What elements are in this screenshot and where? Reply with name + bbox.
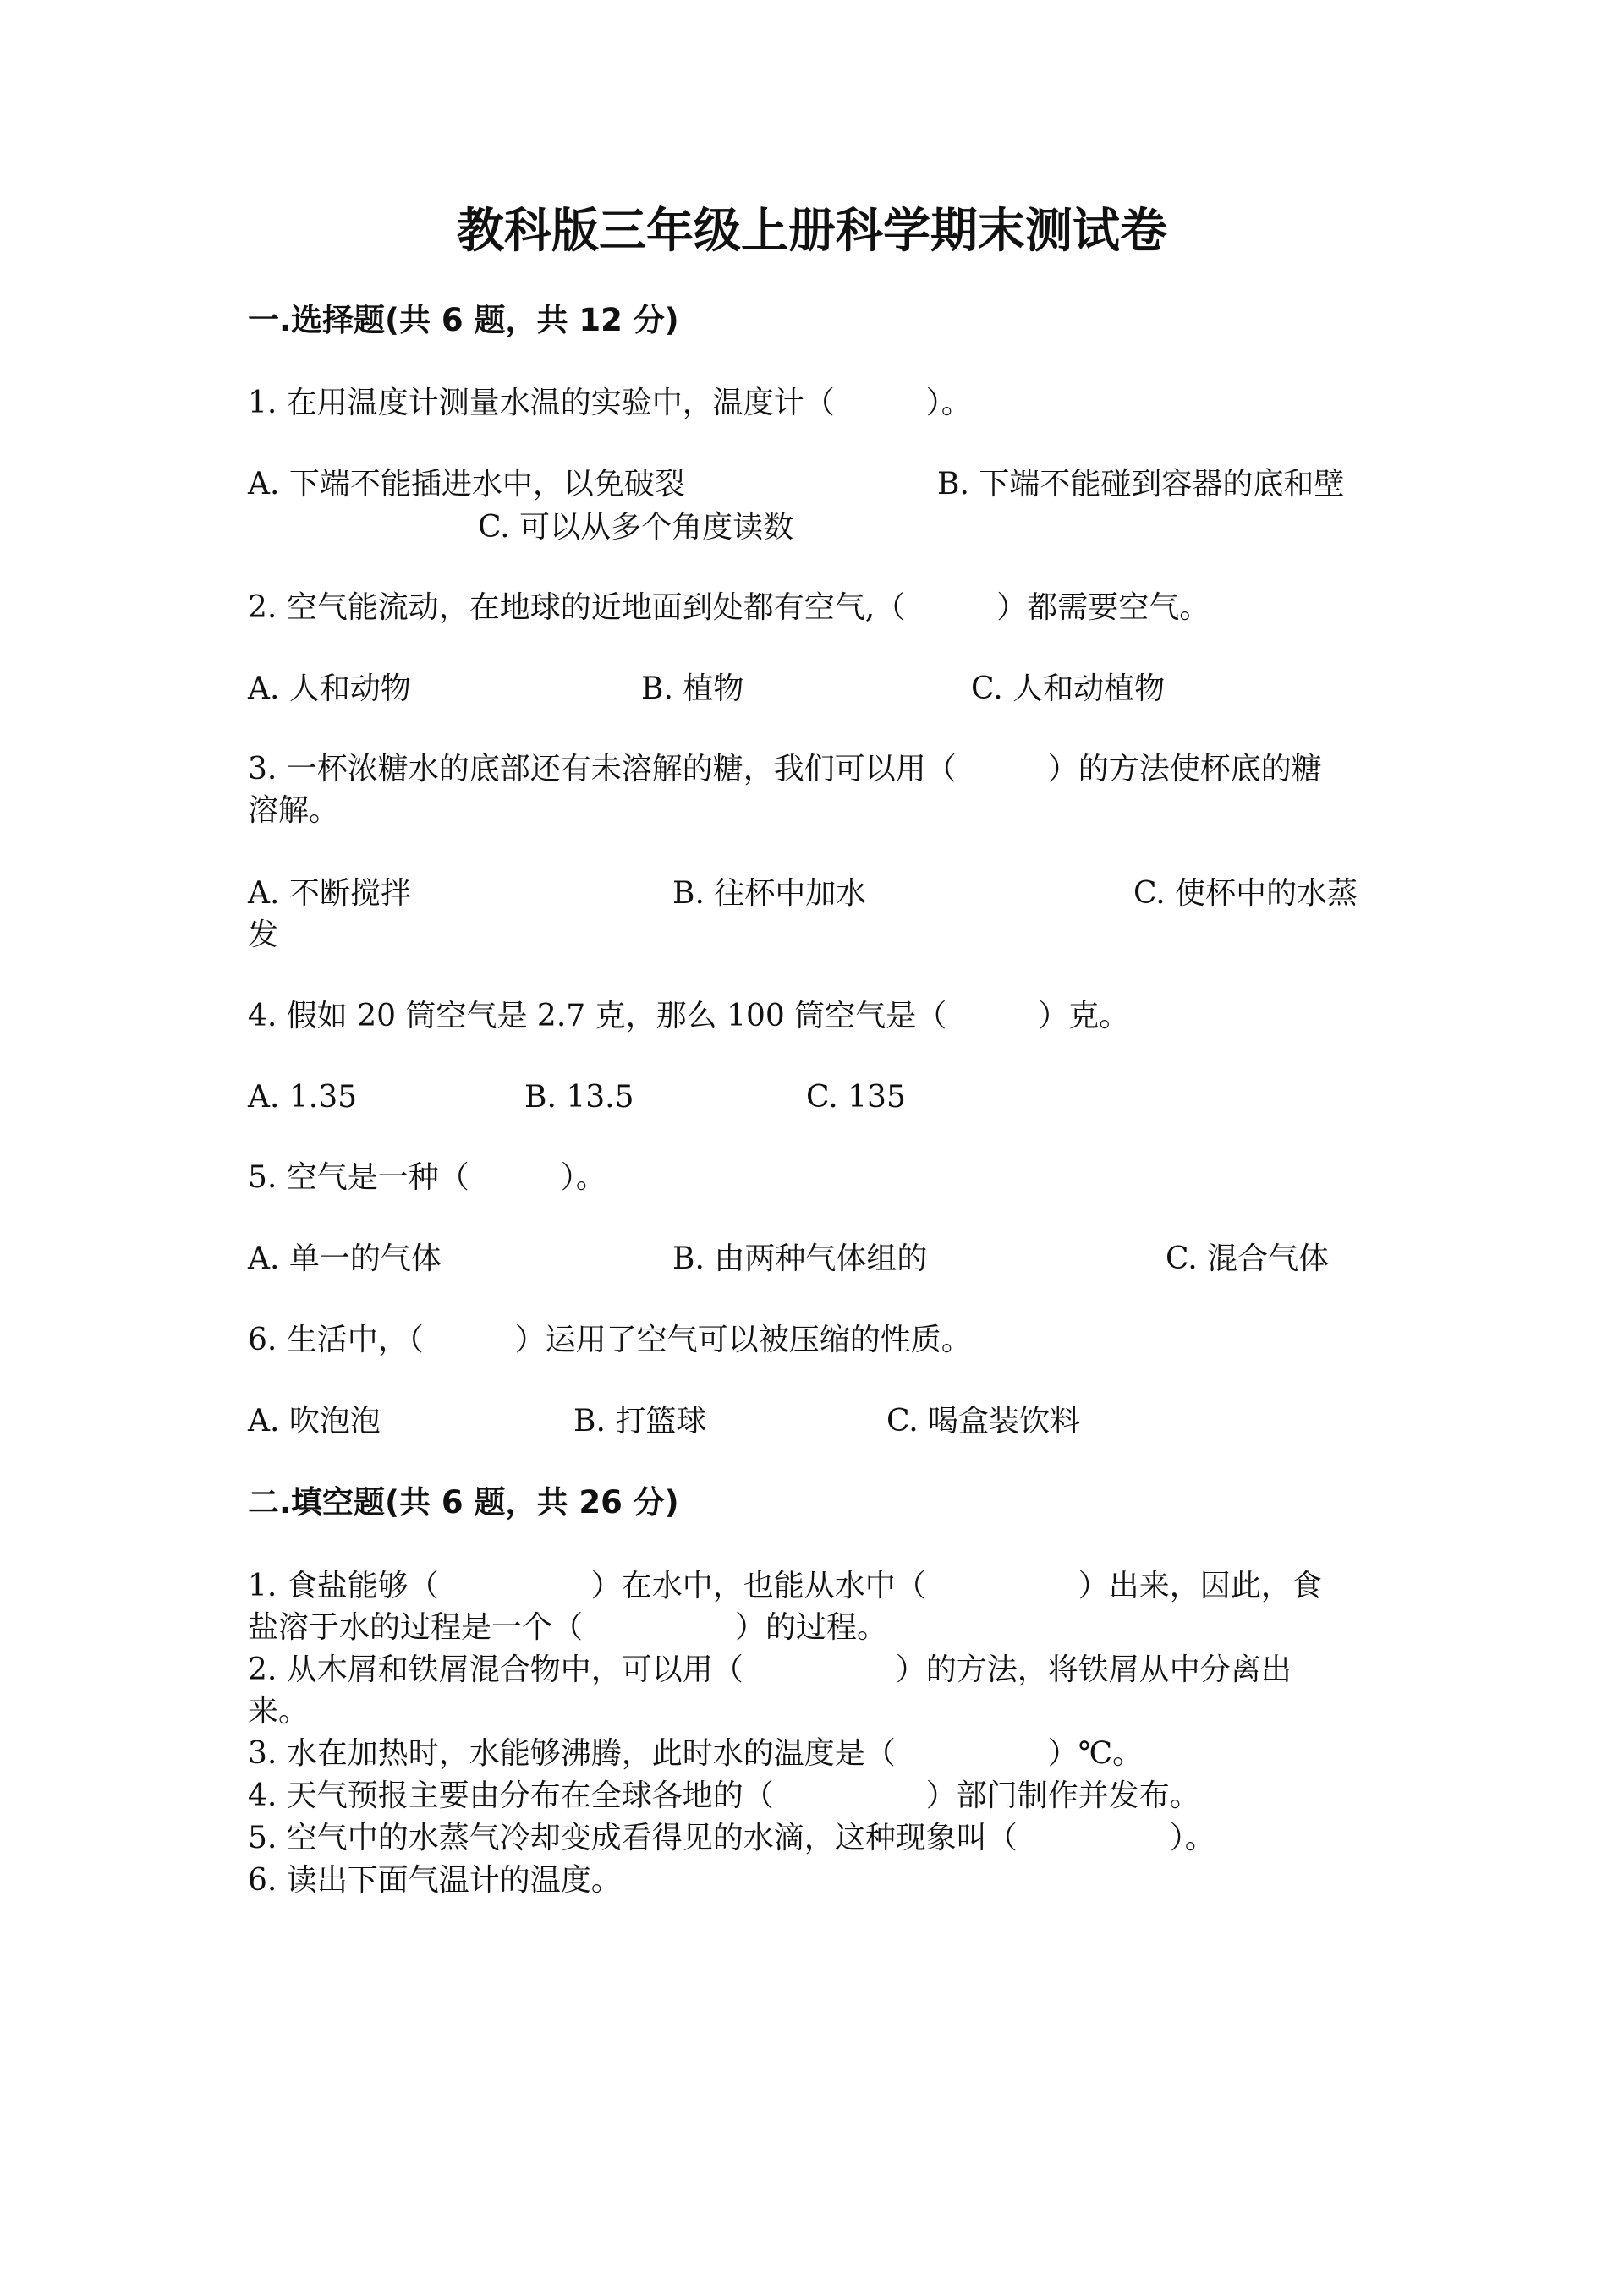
section-heading-choice: 一.选择题(共 6 题，共 12 分) [248,302,679,338]
option-c: C. 喝盒装饮料 [886,1404,1081,1438]
question-stem: 5. 空气是一种（ ）。 [248,1160,606,1195]
fill-in-line: 来。 [248,1694,310,1729]
option-a: A. 1.35 [248,1080,358,1115]
option-c: C. 混合气体 [1166,1241,1330,1276]
fill-in-line: 1. 食盐能够（ ）在水中，也能从水中（ ）出来，因此，食 [248,1569,1322,1603]
option-c-continued: 发 [248,918,279,952]
section-heading-fill-in: 二.填空题(共 6 题，共 26 分) [248,1484,679,1521]
option-b: B. 往杯中加水 [672,876,867,911]
option-a: A. 不断搅拌 [248,876,411,911]
option-b: B. 13.5 [524,1080,634,1115]
question-stem: 1. 在用温度计测量水温的实验中，温度计（ ）。 [248,386,972,420]
fill-in-line: 3. 水在加热时，水能够沸腾，此时水的温度是（ ）℃。 [248,1736,1144,1771]
question-stem: 3. 一杯浓糖水的底部还有未溶解的糖，我们可以用（ ）的方法使杯底的糖 [248,752,1322,786]
option-a: A. 下端不能插进水中，以免破裂 [248,467,685,501]
option-a: A. 人和动物 [248,671,411,706]
question-stem: 6. 生活中，（ ）运用了空气可以被压缩的性质。 [248,1323,972,1357]
fill-in-line: 盐溶于水的过程是一个（ ）的过程。 [248,1610,888,1645]
option-c: C. 可以从多个角度读数 [478,510,794,545]
fill-in-line: 2. 从木屑和铁屑混合物中，可以用（ ）的方法，将铁屑从中分离出 [248,1652,1292,1687]
option-a: A. 吹泡泡 [248,1404,381,1438]
page-title: 教科版三年级上册科学期末测试卷 [457,204,1167,259]
fill-in-line: 6. 读出下面气温计的温度。 [248,1863,622,1898]
option-a: A. 单一的气体 [248,1241,442,1276]
question-stem: 2. 空气能流动，在地球的近地面到处都有空气,（ ）都需要空气。 [248,590,1210,625]
question-stem: 4. 假如 20 筒空气是 2.7 克，那么 100 筒空气是（ ）克。 [248,999,1130,1033]
fill-in-line: 4. 天气预报主要由分布在全球各地的（ ）部门制作并发布。 [248,1778,1200,1813]
option-c: C. 使杯中的水蒸 [1133,876,1358,911]
option-c: C. 人和动植物 [971,671,1166,706]
fill-in-line: 5. 空气中的水蒸气冷却变成看得见的水滴，这种现象叫（ ）。 [248,1821,1215,1855]
option-b: B. 下端不能碰到容器的底和壁 [937,467,1345,501]
option-b: B. 植物 [641,671,744,706]
option-c: C. 135 [806,1080,906,1115]
option-b: B. 由两种气体组的 [672,1241,928,1276]
question-stem-continued: 溶解。 [248,793,340,828]
option-b: B. 打篮球 [573,1404,707,1438]
